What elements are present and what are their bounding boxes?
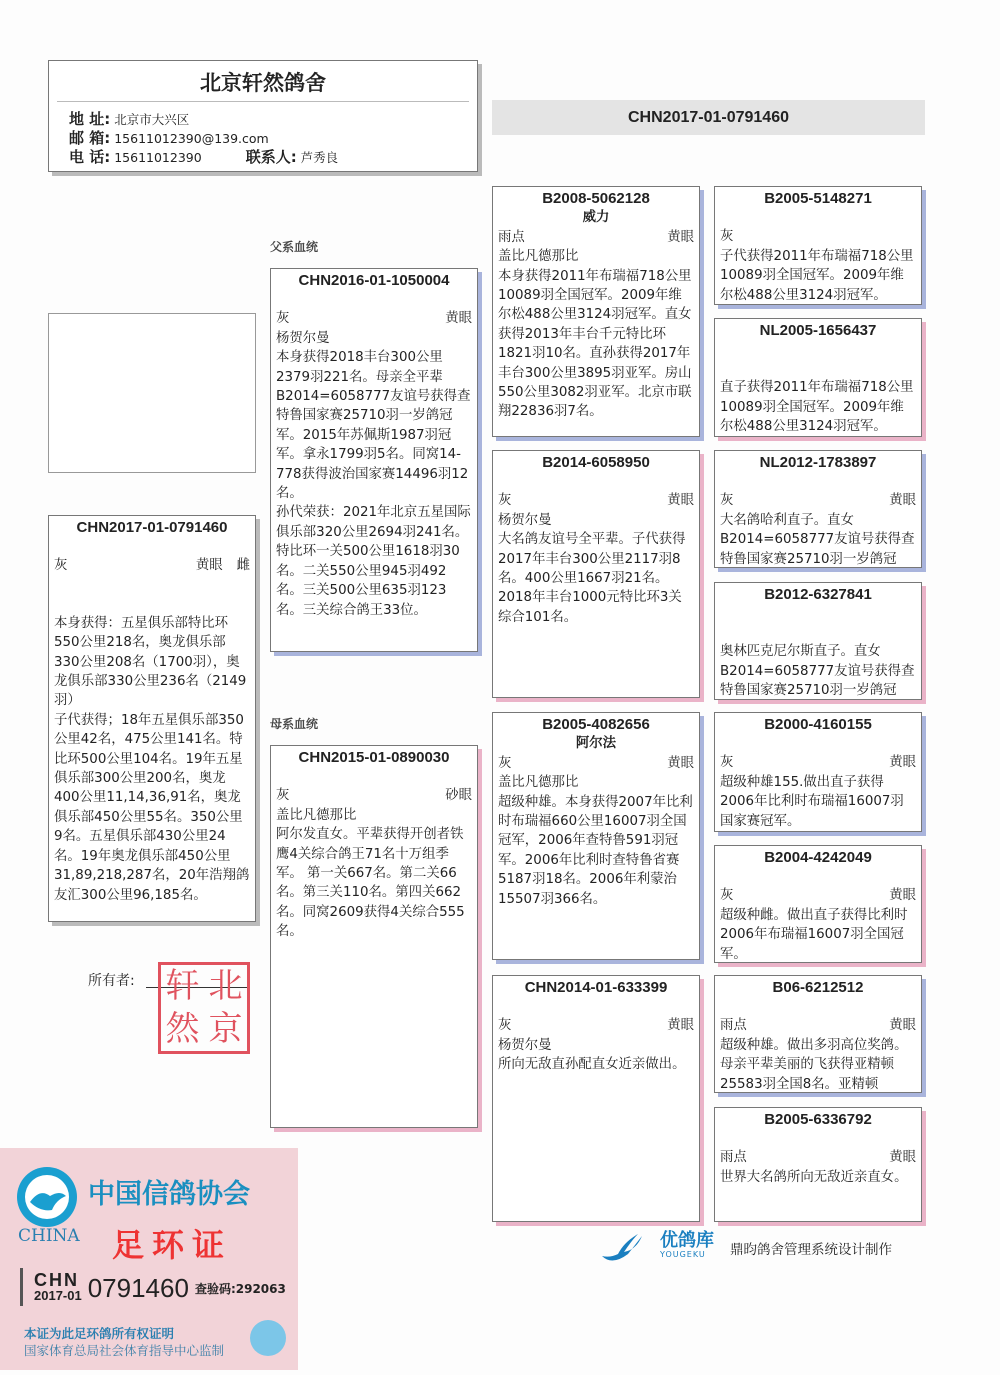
spacer [720, 997, 916, 1016]
pedigree-card [270, 268, 478, 652]
footer-credit [598, 1232, 892, 1264]
ring-org: 中国信鸽协会 [88, 1179, 250, 1210]
sex: 雌 [236, 558, 250, 574]
pigeon-name: 威力 [582, 210, 610, 226]
contact: 芦秀良 [300, 150, 339, 165]
phone: 15611012390 [114, 150, 202, 165]
feather-color: 雨点 [720, 1150, 747, 1166]
phone-label: 电 话: [69, 148, 111, 166]
achievements: 阿尔发直女。平辈获得开创者铁鹰4关综合鸽王71名十万组季军。 第一关667名。第二关66名。第三关110名。第四关662名。同窝2609获得4关综合555名。 [276, 827, 465, 940]
feather-color: 灰 [276, 311, 290, 327]
spacer [276, 767, 472, 786]
ring-certificate [0, 1148, 298, 1370]
strain: 盖比凡德那比 [498, 249, 579, 265]
ring-number: 0791460 [87, 1272, 189, 1303]
strain: 杨贺尔曼 [276, 330, 330, 346]
pedigree-card [714, 318, 922, 437]
photo-placeholder [48, 313, 256, 473]
ring-number: B06-6212512 [772, 979, 864, 996]
spacer [498, 997, 694, 1016]
ring-number: CHN2017-01-0791460 [76, 519, 228, 536]
ring-prefix: CHN [34, 1270, 79, 1290]
feather-color: 灰 [720, 888, 734, 904]
eye-type: 黄眼 [889, 1150, 916, 1166]
pedigree-card [492, 450, 700, 698]
ring-check-code: 查验码:292063 [194, 1281, 286, 1296]
achievements: 本身获得2018丰台300公里2379羽221名。母亲全平辈B2014=6058777友谊号获得查特鲁国家赛25710羽一岁鸽冠军。2015年苏佩斯1987羽冠军。拿永1799羽5名。同窝14-778获得波治国家赛14496羽12名。 孙代荣获：2021年北京五星国际俱乐部320公里2694羽241名。特比环一关500公里1618羽30名。二关550公里945羽492名。三关500公里635羽123名。三关综合鸽王33位。 [276, 350, 471, 618]
feather-color: 灰 [720, 229, 734, 245]
feather-color: 雨点 [498, 229, 525, 245]
feather-color: 灰 [720, 755, 734, 771]
loft-name: 北京轩然鸽舍 [57, 61, 469, 102]
ring-title: 足环证 [112, 1226, 233, 1264]
achievements: 奥林匹克尼尔斯直子。直女B2014=6058777友谊号获得查特鲁国家赛25710羽一岁鸽冠 [720, 644, 915, 699]
footer-brand-en: YOUGEKU [660, 1250, 706, 1259]
spacer [720, 734, 916, 753]
ring-number: B2000-4160155 [764, 716, 872, 733]
ring-number: NL2012-1783897 [759, 454, 877, 471]
eye-type: 黄眼 [889, 888, 916, 904]
feather-color: 灰 [498, 755, 512, 771]
pedigree-card [270, 745, 478, 1128]
eye-type: 黄眼 [889, 493, 916, 509]
achievements: 直子获得2011年布瑞福718公里10089羽全国冠军。2009年维尔松488公里3124羽冠军。 [720, 380, 914, 435]
email: 15611012390@139.com [114, 131, 269, 146]
dam-line-label: 母系血统 [270, 717, 319, 731]
spacer [720, 208, 916, 227]
strain: 杨贺尔曼 [498, 512, 552, 528]
eye-type: 黄眼 [889, 755, 916, 771]
ring-number: B2008-5062128 [542, 190, 650, 207]
feather-color: 灰 [720, 493, 734, 509]
spacer [720, 623, 916, 642]
spacer [498, 472, 694, 491]
ring-number: B2012-6327841 [764, 586, 872, 603]
pedigree-card [492, 186, 700, 437]
spacer [720, 359, 916, 378]
footer-brand: 优鸽库 [660, 1230, 714, 1251]
achievements: 超级种雄。本身获得2007年比利时布瑞福660公里16007羽全国冠军，2006年查特鲁591羽冠军。2006年比利时查特鲁省赛5187羽18名。2006年利蒙治15507羽366名。 [498, 794, 693, 907]
spacer [54, 595, 250, 614]
feather-color: 雨点 [720, 1018, 747, 1034]
eye-type: 黄眼 [667, 755, 694, 771]
achievements: 所向无敌直孙配直女近亲做出。 [498, 1057, 686, 1073]
pedigree-card [714, 975, 922, 1093]
pedigree-card [714, 845, 922, 963]
address: 北京市大兴区 [114, 112, 190, 127]
spacer [276, 290, 472, 309]
seal-char: 轩 [165, 966, 200, 1006]
feather-color: 灰 [498, 493, 512, 509]
ring-number: B2014-6058950 [542, 454, 650, 471]
feather-color: 灰 [276, 788, 290, 804]
pedigree-card [714, 186, 922, 305]
spacer [720, 867, 916, 886]
ring-year: 2017-01 [34, 1288, 82, 1303]
title-ring-number: CHN2017-01-0791460 [492, 100, 925, 135]
eye-type: 黄眼 [445, 311, 472, 327]
ring-bar [20, 1268, 23, 1306]
contact-label: 联系人: [245, 148, 297, 166]
loft-seal [158, 962, 250, 1054]
pedigree-card [714, 450, 922, 568]
owner-label: 所有者: [88, 973, 135, 989]
eye-type: 黄眼 [667, 229, 694, 245]
ring-line2: 国家体育总局社会体育指导中心监制 [24, 1343, 225, 1358]
spacer [54, 576, 250, 595]
pedigree-card [714, 582, 922, 700]
seal-char: 然 [165, 1009, 200, 1049]
subject-pigeon-card [48, 515, 256, 922]
eye-type: 黄眼 [889, 1018, 916, 1034]
ring-number: CHN2016-01-1050004 [298, 272, 450, 289]
ring-number-row [34, 1272, 286, 1304]
ring-line1: 本证为此足环鸽所有权证明 [24, 1326, 175, 1341]
pigeon-name: 阿尔法 [575, 736, 617, 752]
achievements: 本身获得：五星俱乐部特比环550公里218名，奥龙俱乐部330公里208名（1700羽），奥龙俱乐部330公里236名（2149羽） 子代获得；18年五星俱乐部350公里42名，475公里141名。特比环500公里104名。19年五星俱乐部300公里200名，奥龙400公里11,14,36,91名，奥龙俱乐部450公里55名。350公里9名。五星俱乐部430公里24名。19年奥龙俱乐部450公里31,89,218,287名，20年浩翔鸽友汇300公里96,185名。 [54, 615, 250, 903]
feather-color: 灰 [54, 558, 68, 574]
strain: 盖比凡德那比 [498, 775, 579, 791]
achievements: 子代获得2011年布瑞福718公里10089羽全国冠军。2009年维尔松488公里3124羽冠军。 [720, 248, 914, 303]
ring-number: NL2005-1656437 [759, 322, 877, 339]
eye-type: 砂眼 [445, 788, 472, 804]
strain: 盖比凡德那比 [276, 807, 357, 823]
spacer [720, 1129, 916, 1148]
achievements: 大名鸽友谊号全平辈。子代获得2017年丰台300公里2117羽8名。400公里1667羽21名。2018年丰台1000元特比环3关综合101名。 [498, 532, 686, 625]
eye-type: 黄眼 [195, 558, 223, 574]
pedigree-card [492, 712, 700, 960]
ring-number: B2004-4242049 [764, 849, 872, 866]
seal-char: 京 [208, 1009, 243, 1049]
ring-number: B2005-4082656 [542, 716, 650, 733]
ring-country: CHINA [18, 1226, 80, 1246]
crpa-dove-logo-icon [16, 1166, 78, 1228]
ring-number: CHN2014-01-633399 [524, 979, 668, 996]
ring-number: B2005-5148271 [764, 190, 872, 207]
loft-header [48, 60, 478, 172]
spacer [720, 604, 916, 623]
pedigree-card [492, 975, 700, 1222]
pedigree-card [714, 712, 922, 832]
achievements: 超级种雄。做出多羽高位奖鸽。母亲平辈美丽的飞获得亚精顿25583羽全国8名。亚精顿 [720, 1037, 908, 1092]
footer-credit-text: 鼎昀鸽舍管理系统设计制作 [730, 1242, 892, 1258]
seal-char: 北 [208, 966, 243, 1006]
spacer [720, 340, 916, 359]
eye-type: 黄眼 [667, 1018, 694, 1034]
achievements: 本身获得2011年布瑞福718公里10089羽全国冠军。2009年维尔松488公里3124羽冠军。直女获得2013年丰台千元特比环1821羽10名。直孙获得2017年丰台300公里3895羽亚军。房山550公里3082羽亚军。北京市联翔22836羽7名。 [498, 268, 692, 420]
email-label: 邮 箱: [69, 129, 111, 147]
yougeku-logo-icon [598, 1232, 650, 1264]
achievements: 超级种雌。做出直子获得比利时2006年布瑞福16007羽全国冠军。 [720, 907, 908, 962]
eye-type: 黄眼 [667, 493, 694, 509]
strain: 杨贺尔曼 [498, 1037, 552, 1053]
pedigree-card [714, 1107, 922, 1222]
achievements: 大名鸽哈利直子。直女B2014=6058777友谊号获得查特鲁国家赛25710羽一岁鸽冠 [720, 512, 915, 567]
achievements: 世界大名鸽所向无敌近亲直女。 [720, 1169, 908, 1185]
achievements: 超级种雄155.做出直子获得2006年比利时布瑞福16007羽国家赛冠军。 [720, 774, 904, 829]
feather-color: 灰 [498, 1018, 512, 1034]
ring-number: B2005-6336792 [764, 1111, 872, 1128]
address-label: 地 址: [69, 110, 111, 128]
hologram-seal-icon [250, 1320, 286, 1356]
sire-line-label: 父系血统 [270, 240, 319, 254]
spacer [720, 472, 916, 491]
ring-number: CHN2015-01-0890030 [298, 749, 450, 766]
spacer [54, 537, 250, 556]
